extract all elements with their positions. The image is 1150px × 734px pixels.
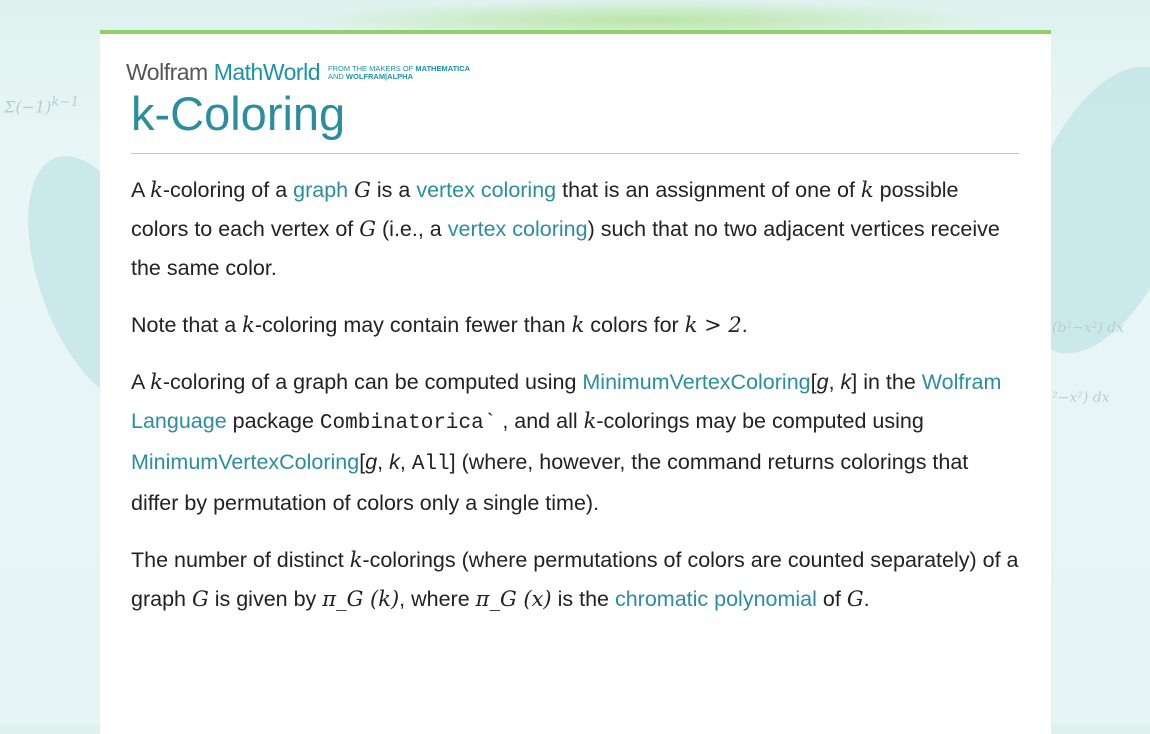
text-segment: . — [741, 313, 748, 337]
text-segment: ] (where, however, the command returns colorings that differ by permutation of colors only a single time). — [131, 450, 969, 515]
text-segment: -colorings may be computed using — [596, 409, 924, 433]
text-segment: ) such that no two adjacent vertices receive the same color. — [131, 217, 1000, 280]
text-segment: -coloring of a graph can be computed using — [162, 370, 583, 394]
italic-variable: g — [365, 450, 378, 474]
text-segment: A — [131, 370, 151, 394]
link-graph[interactable]: graph — [293, 178, 349, 202]
text-segment: Note that a — [131, 313, 243, 337]
link-wolfram-language[interactable]: Wolfram Language — [131, 370, 1002, 433]
math-expression: G — [191, 587, 209, 611]
tagline-text: MATHEMATICA — [415, 63, 471, 73]
math-expression: k — [150, 370, 163, 394]
text-segment: colors for — [584, 313, 685, 337]
text-segment: is the — [551, 587, 615, 611]
logo-wolfram: Wolfram — [126, 59, 208, 85]
text-segment: -coloring may contain fewer than — [254, 313, 572, 337]
link-vertex-coloring[interactable]: vertex coloring — [447, 217, 588, 241]
text-segment: is given by — [208, 587, 323, 611]
text-segment: is a — [370, 178, 417, 202]
paragraph — [131, 171, 1021, 288]
link-vertex-coloring[interactable]: vertex coloring — [416, 178, 557, 202]
text-segment: , and all — [496, 409, 584, 433]
math-expression: k — [571, 313, 585, 337]
text-segment: , — [828, 370, 841, 394]
logo-mathworld: MathWorld — [213, 59, 320, 85]
math-expression: G — [359, 217, 377, 241]
code-literal: All — [411, 453, 450, 476]
math-expression: k — [860, 178, 874, 202]
article-body — [131, 171, 1021, 637]
math-expression: π_G (k) — [322, 587, 400, 611]
article-card — [100, 30, 1051, 734]
text-segment: A — [131, 178, 151, 202]
text-segment: , where — [399, 587, 476, 611]
tagline-text: AND — [327, 71, 346, 81]
page-title: k-Coloring — [131, 87, 346, 140]
background-formula: $\Sigma(-1)^{k-1}$ — [4, 95, 80, 117]
italic-variable: k — [840, 370, 852, 394]
code-literal: Combinatorica` — [319, 412, 497, 435]
math-expression: G — [354, 178, 371, 202]
math-expression: k — [150, 178, 163, 202]
logo-tagline — [328, 65, 470, 81]
text-segment: , — [377, 450, 390, 474]
text-segment: , — [399, 450, 412, 474]
title-divider — [131, 153, 1019, 154]
mathworld-logo[interactable] — [126, 59, 470, 86]
background-formula: (b²−x²) dx — [1052, 320, 1125, 336]
text-segment: ] in the — [851, 370, 922, 394]
paragraph — [131, 541, 1021, 619]
background-formula: ²−x²) dx — [1052, 390, 1110, 406]
math-expression: G — [846, 587, 864, 611]
text-segment: of — [816, 587, 847, 611]
text-segment: . — [863, 587, 870, 611]
tagline-text: WOLFRAM|ALPHA — [345, 71, 413, 81]
italic-variable: g — [816, 370, 829, 394]
link-minimumvertexcoloring[interactable]: MinimumVertexColoring — [131, 450, 360, 474]
link-chromatic-polynomial[interactable]: chromatic polynomial — [614, 587, 817, 611]
math-expression: π_G (x) — [475, 587, 552, 611]
math-expression: k > 2 — [684, 313, 742, 337]
text-segment: -coloring of a — [162, 178, 294, 202]
text-segment: [ — [359, 450, 366, 474]
math-expression: k — [583, 409, 597, 433]
link-minimumvertexcoloring[interactable]: MinimumVertexColoring — [582, 370, 811, 394]
math-expression: k — [242, 313, 255, 337]
text-segment: -colorings (where permutations of colors are counted separately) of a graph — [131, 548, 1019, 611]
paragraph — [131, 306, 1021, 345]
paragraph — [131, 363, 1021, 523]
text-segment: The number of distinct — [131, 548, 350, 572]
italic-variable: k — [389, 450, 400, 474]
text-segment: package — [226, 409, 320, 433]
text-segment: that is an assignment of one of — [556, 178, 861, 202]
tagline-text: FROM THE MAKERS OF — [327, 63, 416, 73]
text-segment: possible colors to each vertex of — [131, 178, 959, 241]
text-segment: [ — [810, 370, 817, 394]
text-segment: (i.e., a — [376, 217, 448, 241]
math-expression: k — [349, 548, 363, 572]
